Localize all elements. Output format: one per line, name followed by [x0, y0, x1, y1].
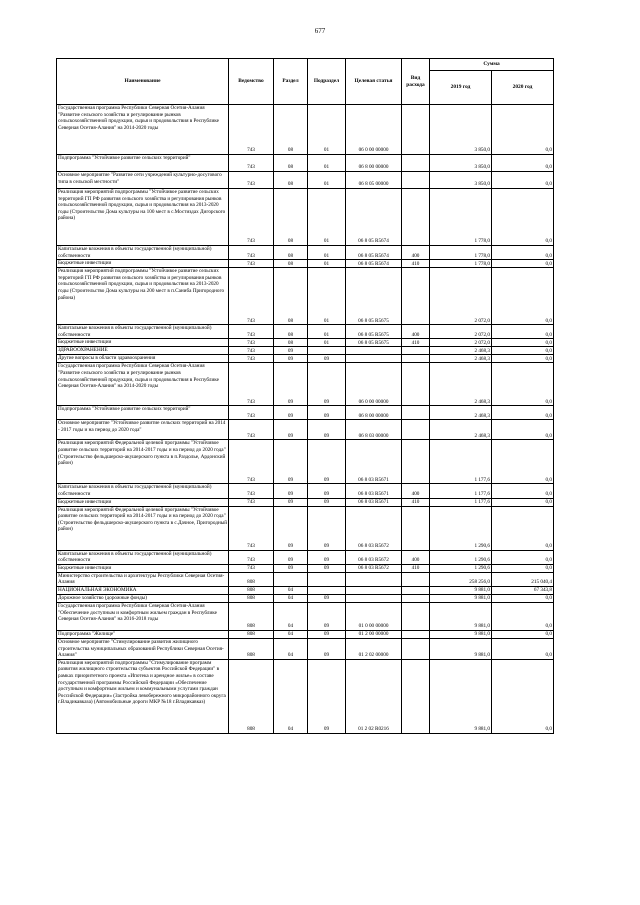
table-row — [57, 355, 554, 363]
table-row — [57, 420, 554, 440]
row-expense — [402, 189, 430, 246]
row-name: Бюджетные инвестиции — [57, 339, 229, 347]
row-expense — [402, 347, 430, 355]
row-subsection: 01 — [308, 155, 346, 172]
row-expense — [402, 630, 430, 638]
header-target: Целевая статья — [346, 59, 402, 105]
row-dept: 743 — [229, 484, 274, 498]
row-value-2020: 0,0 — [492, 659, 554, 733]
row-subsection: 09 — [308, 363, 346, 406]
row-value-2020: 0,0 — [492, 420, 554, 440]
table-row — [57, 339, 554, 347]
row-value-2019: 1 778,0 — [430, 246, 492, 260]
row-section: 09 — [274, 498, 308, 506]
row-target: 06 8 03 R5672 — [346, 564, 402, 572]
row-name: Подпрограмма "Устойчивое развитие сельских территорий" — [57, 155, 229, 172]
table-row — [57, 630, 554, 638]
row-dept: 743 — [229, 506, 274, 550]
row-subsection: 01 — [308, 339, 346, 347]
row-expense — [402, 586, 430, 594]
row-name: НАЦИОНАЛЬНАЯ ЭКОНОМИКА — [57, 586, 229, 594]
row-value-2020: 0,0 — [492, 105, 554, 155]
row-dept: 743 — [229, 347, 274, 355]
table-row — [57, 550, 554, 564]
table-row — [57, 440, 554, 484]
row-target: 01 2 02 00000 — [346, 638, 402, 659]
row-value-2019: 3 850,0 — [430, 105, 492, 155]
row-section: 09 — [274, 363, 308, 406]
row-value-2020: 67 343,8 — [492, 586, 554, 594]
row-value-2019: 9 881,0 — [430, 638, 492, 659]
row-dept: 743 — [229, 355, 274, 363]
row-subsection: 09 — [308, 498, 346, 506]
row-expense — [402, 638, 430, 659]
row-value-2020: 0,0 — [492, 630, 554, 638]
row-value-2019: 3 850,0 — [430, 172, 492, 189]
table-row — [57, 105, 554, 155]
row-value-2020: 0,0 — [492, 406, 554, 420]
row-name: Государственная программа Республики Северная Осетия-Алания "Обеспечение доступным и комфортным жильем граждан в Республике Северная Осетия-Алания" на 2016-2018 годы — [57, 602, 229, 630]
row-value-2019: 2 072,0 — [430, 339, 492, 347]
row-value-2019: 1 177,6 — [430, 498, 492, 506]
table-row — [57, 155, 554, 172]
row-subsection — [308, 572, 346, 586]
row-value-2019: 1 778,0 — [430, 260, 492, 268]
row-section: 08 — [274, 268, 308, 325]
row-target: 06 8 03 R5672 — [346, 550, 402, 564]
row-value-2020: 0,0 — [492, 594, 554, 602]
row-dept: 808 — [229, 630, 274, 638]
row-expense — [402, 602, 430, 630]
row-value-2020: 0,0 — [492, 498, 554, 506]
row-target: 06 8 03 R5671 — [346, 498, 402, 506]
row-name: Дорожное хозяйство (дорожные фонды) — [57, 594, 229, 602]
row-expense — [402, 363, 430, 406]
row-dept: 743 — [229, 406, 274, 420]
row-value-2020: 0,0 — [492, 355, 554, 363]
row-target: 06 8 05 R5674 — [346, 246, 402, 260]
row-section: 09 — [274, 420, 308, 440]
table-row — [57, 572, 554, 586]
row-expense: 410 — [402, 498, 430, 506]
row-dept: 808 — [229, 572, 274, 586]
row-dept: 743 — [229, 155, 274, 172]
row-section: 08 — [274, 339, 308, 347]
row-value-2019: 3 850,0 — [430, 155, 492, 172]
row-expense: 400 — [402, 484, 430, 498]
table-row — [57, 347, 554, 355]
row-value-2019: 1 177,6 — [430, 484, 492, 498]
table-row — [57, 260, 554, 268]
row-dept: 743 — [229, 498, 274, 506]
table-row — [57, 325, 554, 339]
row-dept: 743 — [229, 246, 274, 260]
row-section: 09 — [274, 550, 308, 564]
row-section: 04 — [274, 586, 308, 594]
table-row — [57, 602, 554, 630]
row-dept: 743 — [229, 339, 274, 347]
row-dept: 808 — [229, 586, 274, 594]
row-name: Капитальные вложения в объекты государственной (муниципальной) собственности — [57, 550, 229, 564]
row-target: 06 8 03 R5672 — [346, 506, 402, 550]
row-name: Основное мероприятие "Развитие сети учреждений культурно-досугового типа в сельской местности" — [57, 172, 229, 189]
row-value-2019: 1 177,6 — [430, 440, 492, 484]
row-expense: 410 — [402, 260, 430, 268]
row-target: 06 8 05 R5675 — [346, 339, 402, 347]
table-row — [57, 594, 554, 602]
row-value-2019: 2 468,3 — [430, 363, 492, 406]
row-subsection: 09 — [308, 420, 346, 440]
row-target: 06 8 05 R5675 — [346, 325, 402, 339]
row-section: 04 — [274, 602, 308, 630]
header-2020: 2020 год — [492, 71, 554, 105]
row-expense — [402, 572, 430, 586]
row-section: 09 — [274, 484, 308, 498]
row-section: 09 — [274, 347, 308, 355]
row-value-2019: 9 881,0 — [430, 602, 492, 630]
row-name: Министерство строительства и архитектуры Республики Северная Осетия-Алания — [57, 572, 229, 586]
row-value-2020: 0,0 — [492, 506, 554, 550]
row-section: 08 — [274, 189, 308, 246]
row-value-2020: 0,0 — [492, 325, 554, 339]
row-target: 01 2 00 00000 — [346, 630, 402, 638]
row-target: 06 8 00 00000 — [346, 155, 402, 172]
row-target: 06 8 00 00000 — [346, 406, 402, 420]
table-row — [57, 246, 554, 260]
table-row — [57, 659, 554, 733]
row-value-2020: 0,0 — [492, 638, 554, 659]
row-name: Подпрограмма "Устойчивое развитие сельских территорий" — [57, 406, 229, 420]
row-value-2020: 0,0 — [492, 155, 554, 172]
row-dept: 743 — [229, 564, 274, 572]
row-expense — [402, 355, 430, 363]
row-value-2019: 2 468,3 — [430, 347, 492, 355]
row-section: 09 — [274, 506, 308, 550]
row-name: Реализация мероприятий подпрограммы "Устойчивое развитие сельских территорий ГП РФ развития сельского хозяйства и регулирования рынков сельскохозяйственной продукции, сырья и продовольствия на 2013-2020 годы (Строительство Дома культуры на 100 мест в с.Мостиздах Дигорского района) — [57, 189, 229, 246]
row-subsection: 09 — [308, 406, 346, 420]
row-value-2019: 2 468,3 — [430, 355, 492, 363]
row-target — [346, 594, 402, 602]
row-name: Другие вопросы в области здравоохранения — [57, 355, 229, 363]
row-dept: 743 — [229, 105, 274, 155]
header-dept: Ведомство — [229, 59, 274, 105]
table-body — [57, 105, 554, 734]
row-subsection: 09 — [308, 638, 346, 659]
row-value-2020: 0,0 — [492, 189, 554, 246]
row-dept: 743 — [229, 440, 274, 484]
header-sum: Сумма — [430, 59, 554, 71]
row-section: 09 — [274, 564, 308, 572]
row-expense — [402, 506, 430, 550]
row-target — [346, 355, 402, 363]
row-value-2019: 9 881,0 — [430, 594, 492, 602]
row-dept: 743 — [229, 325, 274, 339]
table-row — [57, 638, 554, 659]
row-section: 09 — [274, 440, 308, 484]
row-subsection: 01 — [308, 268, 346, 325]
row-target: 06 0 00 00000 — [346, 363, 402, 406]
table-row — [57, 189, 554, 246]
row-value-2019: 2 468,3 — [430, 406, 492, 420]
row-target: 06 8 03 00000 — [346, 420, 402, 440]
row-target — [346, 572, 402, 586]
row-section — [274, 572, 308, 586]
row-name: Основное мероприятие "Стимулирование развития жилищного строительства муниципальных образований Республики Северная Осетия-Алания" — [57, 638, 229, 659]
row-target — [346, 586, 402, 594]
row-expense — [402, 105, 430, 155]
row-dept: 743 — [229, 189, 274, 246]
row-subsection: 09 — [308, 440, 346, 484]
row-value-2019: 9 881,0 — [430, 586, 492, 594]
row-target: 01 0 00 00000 — [346, 602, 402, 630]
row-target: 06 8 05 00000 — [346, 172, 402, 189]
row-section: 04 — [274, 594, 308, 602]
row-target: 06 0 00 00000 — [346, 105, 402, 155]
row-value-2019: 9 881,0 — [430, 659, 492, 733]
header-section: Раздел — [274, 59, 308, 105]
row-value-2019: 258 256,0 — [430, 572, 492, 586]
row-subsection: 09 — [308, 630, 346, 638]
row-section: 08 — [274, 325, 308, 339]
row-value-2020: 0,0 — [492, 246, 554, 260]
row-value-2020: 0,0 — [492, 260, 554, 268]
row-name: Капитальные вложения в объекты государственной (муниципальной) собственности — [57, 325, 229, 339]
row-expense — [402, 440, 430, 484]
row-expense: 400 — [402, 325, 430, 339]
row-subsection: 01 — [308, 172, 346, 189]
row-target: 06 8 03 R5671 — [346, 440, 402, 484]
row-dept: 808 — [229, 602, 274, 630]
table-row — [57, 406, 554, 420]
row-expense — [402, 406, 430, 420]
row-value-2019: 1 290,6 — [430, 506, 492, 550]
row-section: 08 — [274, 246, 308, 260]
row-section: 04 — [274, 630, 308, 638]
row-subsection: 01 — [308, 189, 346, 246]
row-section: 08 — [274, 172, 308, 189]
row-value-2020: 0,0 — [492, 564, 554, 572]
table-row — [57, 363, 554, 406]
row-subsection: 09 — [308, 602, 346, 630]
table-row — [57, 564, 554, 572]
row-target: 01 2 02 R0216 — [346, 659, 402, 733]
row-target — [346, 347, 402, 355]
row-value-2019: 2 468,3 — [430, 420, 492, 440]
row-subsection: 09 — [308, 355, 346, 363]
row-subsection: 09 — [308, 594, 346, 602]
row-value-2020: 0,0 — [492, 363, 554, 406]
row-subsection: 01 — [308, 246, 346, 260]
header-subsection: Подраздел — [308, 59, 346, 105]
header-name: Наименование — [57, 59, 229, 105]
row-value-2020: 0,0 — [492, 602, 554, 630]
row-subsection: 01 — [308, 325, 346, 339]
table-row — [57, 586, 554, 594]
row-value-2020: 0,0 — [492, 440, 554, 484]
row-value-2020: 0,0 — [492, 172, 554, 189]
row-dept: 808 — [229, 659, 274, 733]
row-value-2020: 0,0 — [492, 484, 554, 498]
row-subsection — [308, 347, 346, 355]
row-name: ЗДРАВООХРАНЕНИЕ — [57, 347, 229, 355]
row-subsection: 09 — [308, 484, 346, 498]
row-target: 06 8 05 R5674 — [346, 260, 402, 268]
row-subsection: 09 — [308, 550, 346, 564]
row-expense — [402, 659, 430, 733]
header-2019: 2019 год — [430, 71, 492, 105]
row-name: Государственная программа Республики Северная Осетия-Алания "Развитие сельского хозяйства и регулирование рынков сельскохозяйственной продукции, сырья и продовольствия в Республике Северная Осетия-Алания" на 2014-2020 годы — [57, 363, 229, 406]
row-expense: 410 — [402, 564, 430, 572]
table-row — [57, 484, 554, 498]
row-section: 08 — [274, 105, 308, 155]
row-expense: 410 — [402, 339, 430, 347]
row-expense: 400 — [402, 246, 430, 260]
row-expense — [402, 155, 430, 172]
row-name: Реализация мероприятий Федеральной целевой программы "Устойчивое развитие сельских территорий на 2014-2017 годы и на период до 2020 года" (Строительство фельдшерско-акушерского пункта в п.Раздолье, Ардонский район) — [57, 440, 229, 484]
row-dept: 808 — [229, 638, 274, 659]
row-expense — [402, 172, 430, 189]
row-value-2020: 0,0 — [492, 347, 554, 355]
table-row — [57, 506, 554, 550]
table-row — [57, 172, 554, 189]
row-section: 09 — [274, 406, 308, 420]
header-expense: Вид расхода — [402, 59, 430, 105]
row-section: 09 — [274, 355, 308, 363]
row-target: 06 8 05 R5675 — [346, 268, 402, 325]
row-value-2019: 1 290,6 — [430, 550, 492, 564]
row-dept: 743 — [229, 172, 274, 189]
row-name: Капитальные вложения в объекты государственной (муниципальной) собственности — [57, 484, 229, 498]
row-name: Основное мероприятие "Устойчивое развитие сельских территорий на 2014 - 2017 годы и на период до 2020 года" — [57, 420, 229, 440]
row-expense: 400 — [402, 550, 430, 564]
row-name: Государственная программа Республики Северная Осетия-Алания "Развитие сельского хозяйства и регулирование рынков сельскохозяйственной продукции, сырья и продовольствия в Республике Северная Осетия-Алания" на 2014-2020 годы — [57, 105, 229, 155]
row-value-2019: 1 778,0 — [430, 189, 492, 246]
row-dept: 743 — [229, 363, 274, 406]
row-value-2019: 9 881,0 — [430, 630, 492, 638]
page-number: 677 — [314, 27, 326, 35]
row-subsection: 01 — [308, 105, 346, 155]
row-value-2019: 1 290,6 — [430, 564, 492, 572]
row-dept: 808 — [229, 594, 274, 602]
row-name: Бюджетные инвестиции — [57, 498, 229, 506]
row-name: Бюджетные инвестиции — [57, 564, 229, 572]
row-name: Реализация мероприятий подпрограммы "Стимулирование программ развития жилищного строительства субъектов Российской Федерации" в рамках приоритетного проекта «Ипотека и арендное жилье» в составе государственной программы Российской Федерации «Обеспечение доступным и комфортным жильем и коммунальными услугами граждан Российской Федерации» (Застройка левобережного микрорайонного округа г.Владикавказа) (Автомобильные дороги МКР №18 г.Владикавказ) — [57, 659, 229, 733]
row-value-2020: 215 040,4 — [492, 572, 554, 586]
row-subsection: 01 — [308, 260, 346, 268]
row-subsection: 09 — [308, 506, 346, 550]
row-target: 06 8 05 R5674 — [346, 189, 402, 246]
row-name: Подпрограмма "Жилище" — [57, 630, 229, 638]
row-dept: 743 — [229, 420, 274, 440]
row-value-2019: 2 072,0 — [430, 325, 492, 339]
row-subsection: 09 — [308, 564, 346, 572]
row-name: Реализация мероприятий подпрограммы "Устойчивое развитие сельских территорий ГП РФ развития сельского хозяйства и регулирования рынков сельскохозяйственной продукции, сырья и продовольствия на 2013-2020 годы (Строительство Дома культуры на 200 мест в п.Саниба Пригородного района) — [57, 268, 229, 325]
row-expense — [402, 268, 430, 325]
row-value-2020: 0,0 — [492, 550, 554, 564]
row-expense — [402, 420, 430, 440]
row-subsection: 09 — [308, 659, 346, 733]
row-value-2020: 0,0 — [492, 268, 554, 325]
row-dept: 743 — [229, 550, 274, 564]
row-section: 08 — [274, 155, 308, 172]
table-row — [57, 498, 554, 506]
row-name: Капитальные вложения в объекты государственной (муниципальной) собственности — [57, 246, 229, 260]
table-row — [57, 268, 554, 325]
row-target: 06 8 03 R5671 — [346, 484, 402, 498]
budget-table — [56, 58, 554, 734]
row-value-2019: 2 072,0 — [430, 268, 492, 325]
row-value-2020: 0,0 — [492, 339, 554, 347]
row-expense — [402, 594, 430, 602]
row-name: Реализация мероприятий Федеральной целевой программы "Устойчивое развитие сельских территорий на 2014-2017 годы и на период до 2020 года" (Строительство фельдшерско-акушерского пункта в с.Дачное, Пригородный район) — [57, 506, 229, 550]
row-subsection — [308, 586, 346, 594]
row-name: Бюджетные инвестиции — [57, 260, 229, 268]
row-section: 04 — [274, 659, 308, 733]
row-section: 04 — [274, 638, 308, 659]
row-section: 08 — [274, 260, 308, 268]
row-dept: 743 — [229, 260, 274, 268]
row-dept: 743 — [229, 268, 274, 325]
